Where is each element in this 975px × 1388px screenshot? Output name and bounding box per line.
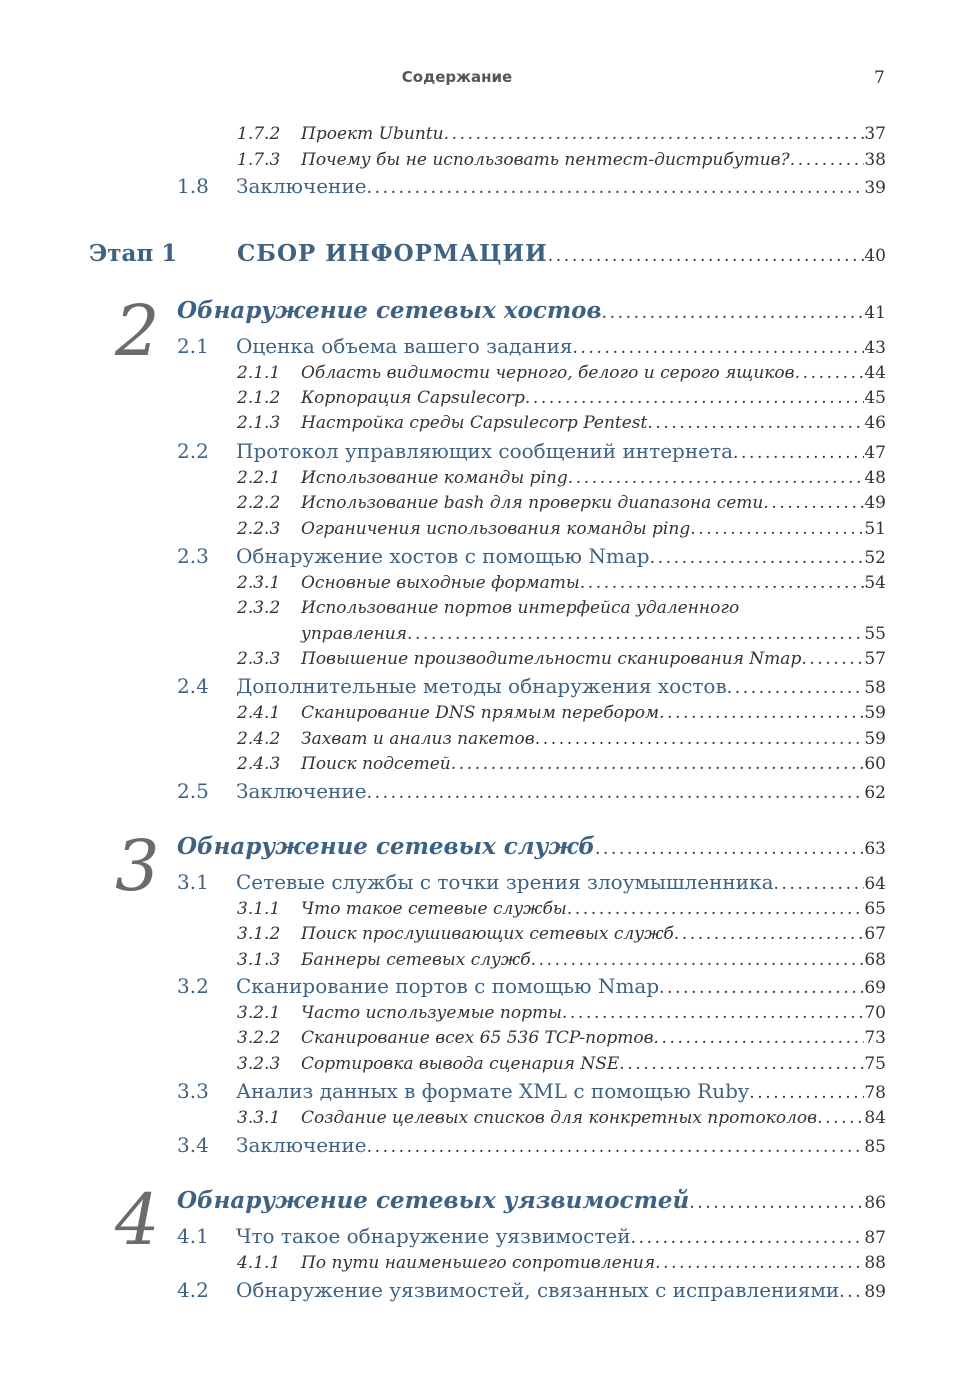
entry-title: Почему бы не использовать пентест-дистрибутив?: [301, 150, 790, 170]
toc-entry[interactable]: [237, 703, 886, 723]
toc-entry[interactable]: [177, 1133, 886, 1157]
entry-page: 44: [864, 363, 886, 383]
entry-title: Использование bash для проверки диапазона сети: [301, 493, 764, 513]
entry-title: Использование портов интерфейса удаленного: [301, 598, 740, 618]
entry-number: 1.7.2: [237, 124, 281, 144]
entry-page: 75: [864, 1054, 886, 1074]
toc-entry[interactable]: [237, 649, 886, 669]
toc-chapter-entry[interactable]: [177, 297, 886, 324]
toc-entry[interactable]: [237, 754, 886, 774]
dot-leader: [763, 493, 864, 513]
entry-page: 70: [864, 1003, 886, 1023]
toc-chapter-entry[interactable]: [177, 1187, 886, 1214]
entry-title-continuation: управления: [301, 624, 408, 644]
entry-number: 2.3: [177, 544, 209, 568]
entry-number: 2.4.3: [237, 754, 281, 774]
entry-number: 2.2.3: [237, 519, 281, 539]
entry-page: 43: [864, 338, 886, 358]
toc-entry[interactable]: [237, 388, 886, 408]
entry-title: Баннеры сетевых служб: [301, 950, 531, 970]
entry-page: 89: [864, 1282, 886, 1302]
toc-entry-first-line[interactable]: [237, 598, 739, 618]
toc-entry[interactable]: [237, 124, 886, 144]
dot-leader: [689, 1193, 864, 1213]
entry-title: Корпорация Capsulecorp: [301, 388, 525, 408]
entry-page: 78: [864, 1083, 886, 1103]
entry-title: Область видимости черного, белого и серого ящиков: [301, 363, 795, 383]
page-number: 7: [874, 68, 885, 88]
entry-title: Сканирование DNS прямым перебором: [301, 703, 660, 723]
entry-title: Сетевые службы с точки зрения злоумышленника: [236, 870, 774, 894]
entry-title: Что такое сетевые службы: [301, 899, 567, 919]
entry-title: Оценка объема вашего задания: [236, 334, 573, 358]
entry-number: 2.3.1: [237, 573, 281, 593]
entry-page: 86: [864, 1193, 886, 1213]
entry-title: Проект Ubuntu: [301, 124, 444, 144]
entry-number: 3.1: [177, 870, 209, 894]
entry-number: 2.4.1: [237, 703, 281, 723]
stage-title: СБОР ИНФОРМАЦИИ: [237, 240, 548, 267]
entry-number: 1.8: [177, 174, 209, 198]
dot-leader: [535, 729, 864, 749]
entry-page: 39: [864, 178, 886, 198]
entry-page: 48: [864, 468, 886, 488]
chapter-number: 2: [115, 290, 160, 372]
entry-number: 2.1.3: [237, 413, 281, 433]
entry-title: Сканирование портов с помощью Nmap: [236, 974, 660, 998]
dot-leader: [647, 413, 864, 433]
entry-number: 2.2.1: [237, 468, 281, 488]
entry-page: 60: [864, 754, 886, 774]
toc-entry[interactable]: [237, 899, 886, 919]
entry-page: 57: [864, 649, 886, 669]
dot-leader: [407, 624, 864, 644]
entry-title: Поиск прослушивающих сетевых служб: [301, 924, 674, 944]
entry-number: 3.1.1: [237, 899, 281, 919]
toc-entry[interactable]: [237, 573, 886, 593]
dot-leader: [573, 338, 864, 358]
entry-number: 2.1: [177, 334, 209, 358]
entry-page: 73: [864, 1028, 886, 1048]
entry-number: 3.2.3: [237, 1054, 281, 1074]
entry-title: Ограничения использования команды ping: [301, 519, 691, 539]
dot-leader: [733, 443, 864, 463]
toc-entry[interactable]: [177, 779, 886, 803]
entry-title: Сортировка вывода сценария NSE: [301, 1054, 620, 1074]
dot-leader: [568, 468, 864, 488]
toc-entry[interactable]: [177, 674, 886, 698]
dot-leader: [839, 1282, 864, 1302]
entry-page: 55: [864, 624, 886, 644]
entry-page: 41: [864, 303, 886, 323]
toc-entry[interactable]: [301, 624, 886, 644]
toc-entry[interactable]: [237, 1028, 886, 1048]
chapter-number: 4: [115, 1179, 160, 1261]
entry-number: 2.3.3: [237, 649, 281, 669]
entry-page: 38: [864, 150, 886, 170]
entry-title: Повышение производительности сканирования Nmap: [301, 649, 802, 669]
entry-title: Создание целевых списков для конкретных протоколов: [301, 1108, 818, 1128]
toc-entry[interactable]: [237, 519, 886, 539]
entry-page: 40: [864, 246, 886, 266]
entry-page: 68: [864, 950, 886, 970]
toc-entry[interactable]: [177, 544, 886, 568]
entry-page: 49: [864, 493, 886, 513]
entry-page: 47: [864, 443, 886, 463]
entry-title: Обнаружение хостов с помощью Nmap: [236, 544, 650, 568]
chapter-title: Обнаружение сетевых уязвимостей: [177, 1187, 690, 1214]
toc-entry[interactable]: [237, 950, 886, 970]
entry-page: 64: [864, 874, 886, 894]
entry-number: 2.1.1: [237, 363, 281, 383]
dot-leader: [817, 1108, 864, 1128]
toc-entry[interactable]: [237, 729, 886, 749]
dot-leader: [690, 519, 864, 539]
dot-leader: [367, 1137, 864, 1157]
entry-page: 84: [864, 1108, 886, 1128]
entry-page: 69: [864, 978, 886, 998]
entry-title: Протокол управляющих сообщений интернета: [236, 439, 733, 463]
entry-number: 2.1.2: [237, 388, 281, 408]
entry-page: 58: [864, 678, 886, 698]
entry-number: 3.3: [177, 1079, 209, 1103]
dot-leader: [659, 703, 864, 723]
entry-title: Что такое обнаружение уязвимостей: [236, 1224, 631, 1248]
dot-leader: [548, 246, 864, 266]
dot-leader: [790, 150, 864, 170]
chapter-number: 3: [115, 825, 160, 907]
dot-leader: [367, 178, 864, 198]
entry-number: 2.4: [177, 674, 209, 698]
entry-page: 65: [864, 899, 886, 919]
toc-entry[interactable]: [177, 974, 886, 998]
toc-entry[interactable]: [237, 468, 886, 488]
entry-title: Настройка среды Capsulecorp Pentest: [301, 413, 648, 433]
entry-number: 2.2.2: [237, 493, 281, 513]
entry-page: 88: [864, 1253, 886, 1273]
entry-number: 4.1.1: [237, 1253, 281, 1273]
toc-entry[interactable]: [177, 439, 886, 463]
dot-leader: [444, 124, 864, 144]
toc-entry[interactable]: [237, 1003, 886, 1023]
entry-title: Поиск подсетей: [301, 754, 451, 774]
entry-number: 3.4: [177, 1133, 209, 1157]
entry-title: Дополнительные методы обнаружения хостов: [236, 674, 727, 698]
entry-page: 67: [864, 924, 886, 944]
dot-leader: [631, 1228, 864, 1248]
entry-title: Анализ данных в формате XML с помощью Ruby: [236, 1079, 750, 1103]
dot-leader: [602, 303, 864, 323]
entry-page: 62: [864, 783, 886, 803]
entry-page: 54: [864, 573, 886, 593]
dot-leader: [801, 649, 864, 669]
entry-number: 2.3.2: [237, 598, 281, 618]
toc-entry[interactable]: [237, 363, 886, 383]
toc-entry[interactable]: [177, 1079, 886, 1103]
toc-entry[interactable]: [177, 1224, 886, 1248]
dot-leader: [774, 874, 865, 894]
dot-leader: [451, 754, 864, 774]
chapter-title: Обнаружение сетевых служб: [177, 833, 596, 860]
dot-leader: [367, 783, 864, 803]
dot-leader: [659, 978, 864, 998]
entry-page: 51: [864, 519, 886, 539]
toc-entry[interactable]: [177, 174, 886, 198]
toc-entry[interactable]: [177, 1278, 886, 1302]
entry-number: 4.1: [177, 1224, 209, 1248]
entry-number: 2.5: [177, 779, 209, 803]
dot-leader: [580, 573, 864, 593]
dot-leader: [655, 1253, 864, 1273]
dot-leader: [562, 1003, 864, 1023]
entry-number: 3.2: [177, 974, 209, 998]
entry-number: 3.1.2: [237, 924, 281, 944]
entry-title: Обнаружение уязвимостей, связанных с исправлениями: [236, 1278, 840, 1302]
dot-leader: [525, 388, 864, 408]
entry-title: Захват и анализ пакетов: [301, 729, 535, 749]
entry-title: Основные выходные форматы: [301, 573, 580, 593]
entry-page: 45: [864, 388, 886, 408]
entry-title: Часто используемые порты: [301, 1003, 562, 1023]
entry-page: 59: [864, 703, 886, 723]
entry-title: Заключение: [236, 1133, 367, 1157]
entry-number: 1.7.3: [237, 150, 281, 170]
toc-entry[interactable]: [237, 1253, 886, 1273]
entry-title: По пути наименьшего сопротивления: [301, 1253, 656, 1273]
entry-title: Использование команды ping: [301, 468, 568, 488]
toc-entry[interactable]: [237, 150, 886, 170]
dot-leader: [795, 363, 864, 383]
toc-entry[interactable]: [237, 1054, 886, 1074]
entry-number: 3.2.1: [237, 1003, 281, 1023]
entry-page: 46: [864, 413, 886, 433]
toc-entry[interactable]: [177, 334, 886, 358]
entry-page: 52: [864, 548, 886, 568]
entry-page: 63: [864, 839, 886, 859]
running-header-title: Содержание: [401, 68, 513, 86]
dot-leader: [619, 1054, 864, 1074]
entry-page: 85: [864, 1137, 886, 1157]
toc-chapter-entry[interactable]: [177, 833, 886, 860]
entry-title: Сканирование всех 65 536 TCP-портов: [301, 1028, 654, 1048]
dot-leader: [674, 924, 864, 944]
toc-entry[interactable]: [237, 924, 886, 944]
entry-number: 3.3.1: [237, 1108, 281, 1128]
toc-entry[interactable]: [237, 493, 886, 513]
entry-page: 59: [864, 729, 886, 749]
entry-page: 87: [864, 1228, 886, 1248]
toc-entry[interactable]: [237, 1108, 886, 1128]
stage-number: Этап 1: [89, 240, 178, 267]
dot-leader: [595, 839, 864, 859]
dot-leader: [749, 1083, 864, 1103]
entry-number: 3.2.2: [237, 1028, 281, 1048]
entry-number: 2.2: [177, 439, 209, 463]
entry-page: 37: [864, 124, 886, 144]
dot-leader: [650, 548, 864, 568]
entry-number: 3.1.3: [237, 950, 281, 970]
entry-number: 2.4.2: [237, 729, 281, 749]
toc-stage-entry[interactable]: [89, 240, 886, 267]
dot-leader: [653, 1028, 864, 1048]
chapter-title: Обнаружение сетевых хостов: [177, 297, 602, 324]
dot-leader: [727, 678, 864, 698]
toc-entry[interactable]: [177, 870, 886, 894]
dot-leader: [567, 899, 864, 919]
toc-entry[interactable]: [237, 413, 886, 433]
entry-title: Заключение: [236, 779, 367, 803]
entry-title: Заключение: [236, 174, 367, 198]
entry-number: 4.2: [177, 1278, 209, 1302]
dot-leader: [531, 950, 864, 970]
